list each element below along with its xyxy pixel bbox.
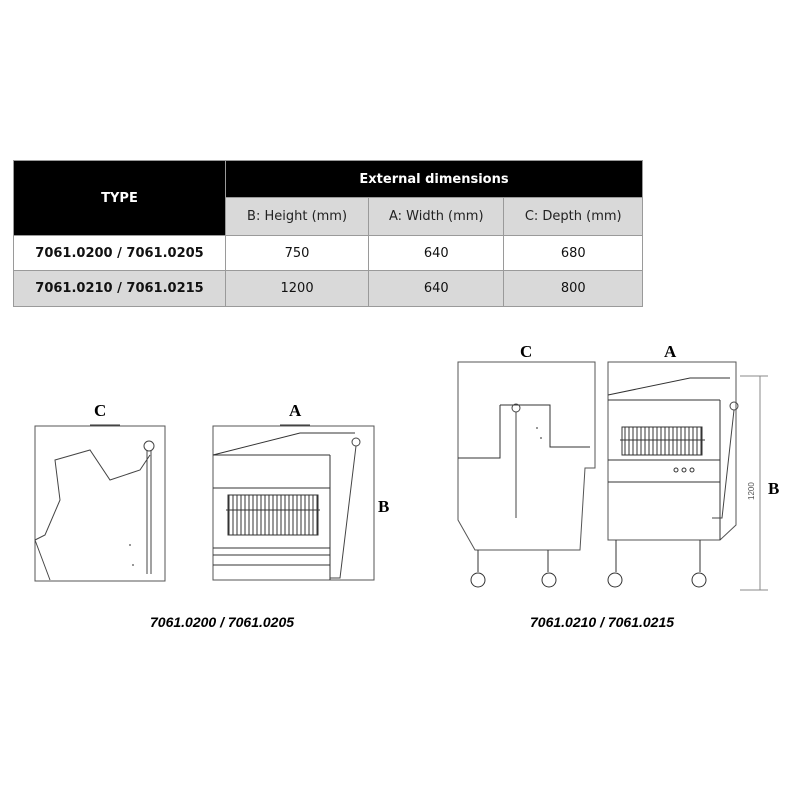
depth-cell: 800	[504, 271, 643, 307]
depth-cell: 680	[504, 236, 643, 271]
large-side-view	[458, 362, 595, 587]
large-depth-label: C	[520, 342, 533, 361]
small-side-view	[35, 425, 165, 581]
height-cell: 750	[226, 236, 369, 271]
small-depth-label: C	[94, 401, 107, 420]
height-column-header: B: Height (mm)	[226, 198, 369, 236]
width-cell: 640	[369, 236, 504, 271]
depth-column-header: C: Depth (mm)	[504, 198, 643, 236]
large-front-view	[608, 362, 768, 590]
external-dimensions-header: External dimensions	[226, 161, 643, 198]
large-height-dimension-text: 1200	[747, 482, 756, 500]
small-width-label: A	[289, 401, 302, 420]
type-cell: 7061.0200 / 7061.0205	[14, 236, 226, 271]
type-header: TYPE	[14, 161, 226, 236]
small-model-caption: 7061.0200 / 7061.0205	[150, 614, 295, 630]
type-cell: 7061.0210 / 7061.0215	[14, 271, 226, 307]
large-height-label: B	[768, 479, 780, 498]
width-cell: 640	[369, 271, 504, 307]
width-column-header: A: Width (mm)	[369, 198, 504, 236]
height-cell: 1200	[226, 271, 369, 307]
small-front-view	[213, 425, 374, 580]
large-model-caption: 7061.0210 / 7061.0215	[530, 614, 675, 630]
small-height-label: B	[378, 497, 390, 516]
large-width-label: A	[664, 342, 677, 361]
